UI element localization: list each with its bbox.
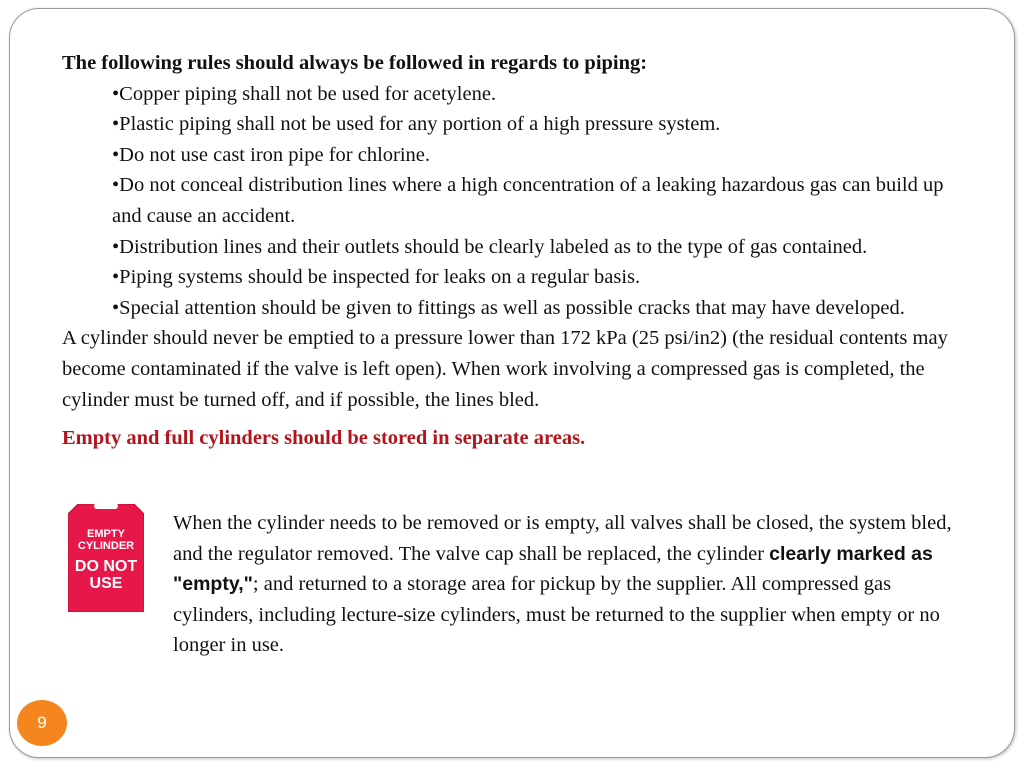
storage-heading: Empty and full cylinders should be stored in separate areas. — [62, 427, 586, 450]
removal-text-part-2: ; and returned to a storage area for pickup by the supplier. All compressed gas cylinders, including lecture-size cylinders, must be returned to the supplier when empty or no longer in use. — [173, 573, 940, 657]
tag-line-do-not: DO NOT — [74, 558, 138, 575]
page-number: 9 — [37, 713, 47, 732]
tag-line-empty: EMPTY — [87, 528, 125, 540]
page-number-badge — [17, 700, 67, 746]
slide-content — [62, 48, 972, 454]
removal-text-bold: clearly marked as "empty," — [173, 542, 933, 596]
tag-line-use: USE — [89, 575, 123, 592]
list-item: •Do not conceal distribution lines where a high concentration of a leaking hazardous gas can build up and cause an accident. — [112, 174, 944, 227]
list-item: •Piping systems should be inspected for leaks on a regular basis. — [112, 266, 641, 289]
list-item: •Copper piping shall not be used for acetylene. — [112, 82, 497, 105]
cylinder-removal-paragraph — [173, 508, 973, 661]
tag-icon — [68, 504, 144, 612]
piping-rules-list — [62, 79, 972, 324]
cylinder-pressure-paragraph: A cylinder should never be emptied to a pressure lower than 172 kPa (25 psi/in2) (the residual contents may become contaminated if the valve is left open). When work involving a compressed gas is completed, the cylinder must be turned off, and if possible, the lines bled. — [62, 327, 948, 411]
list-item: •Plastic piping shall not be used for any portion of a high pressure system. — [112, 113, 721, 136]
tag-line-cylinder: CYLINDER — [77, 540, 135, 552]
list-item: •Distribution lines and their outlets should be clearly labeled as to the type of gas contained. — [112, 235, 868, 258]
list-item: •Do not use cast iron pipe for chlorine. — [112, 143, 431, 166]
removal-text-part-1: When the cylinder needs to be removed or is empty, all valves shall be closed, the system bled, and the regulator removed. The valve cap shall be replaced, the cylinder — [173, 512, 952, 565]
list-item: •Special attention should be given to fittings as well as possible cracks that may have developed. — [112, 296, 905, 319]
empty-cylinder-tag-image — [68, 504, 144, 612]
piping-rules-heading: The following rules should always be followed in regards to piping: — [62, 52, 648, 74]
